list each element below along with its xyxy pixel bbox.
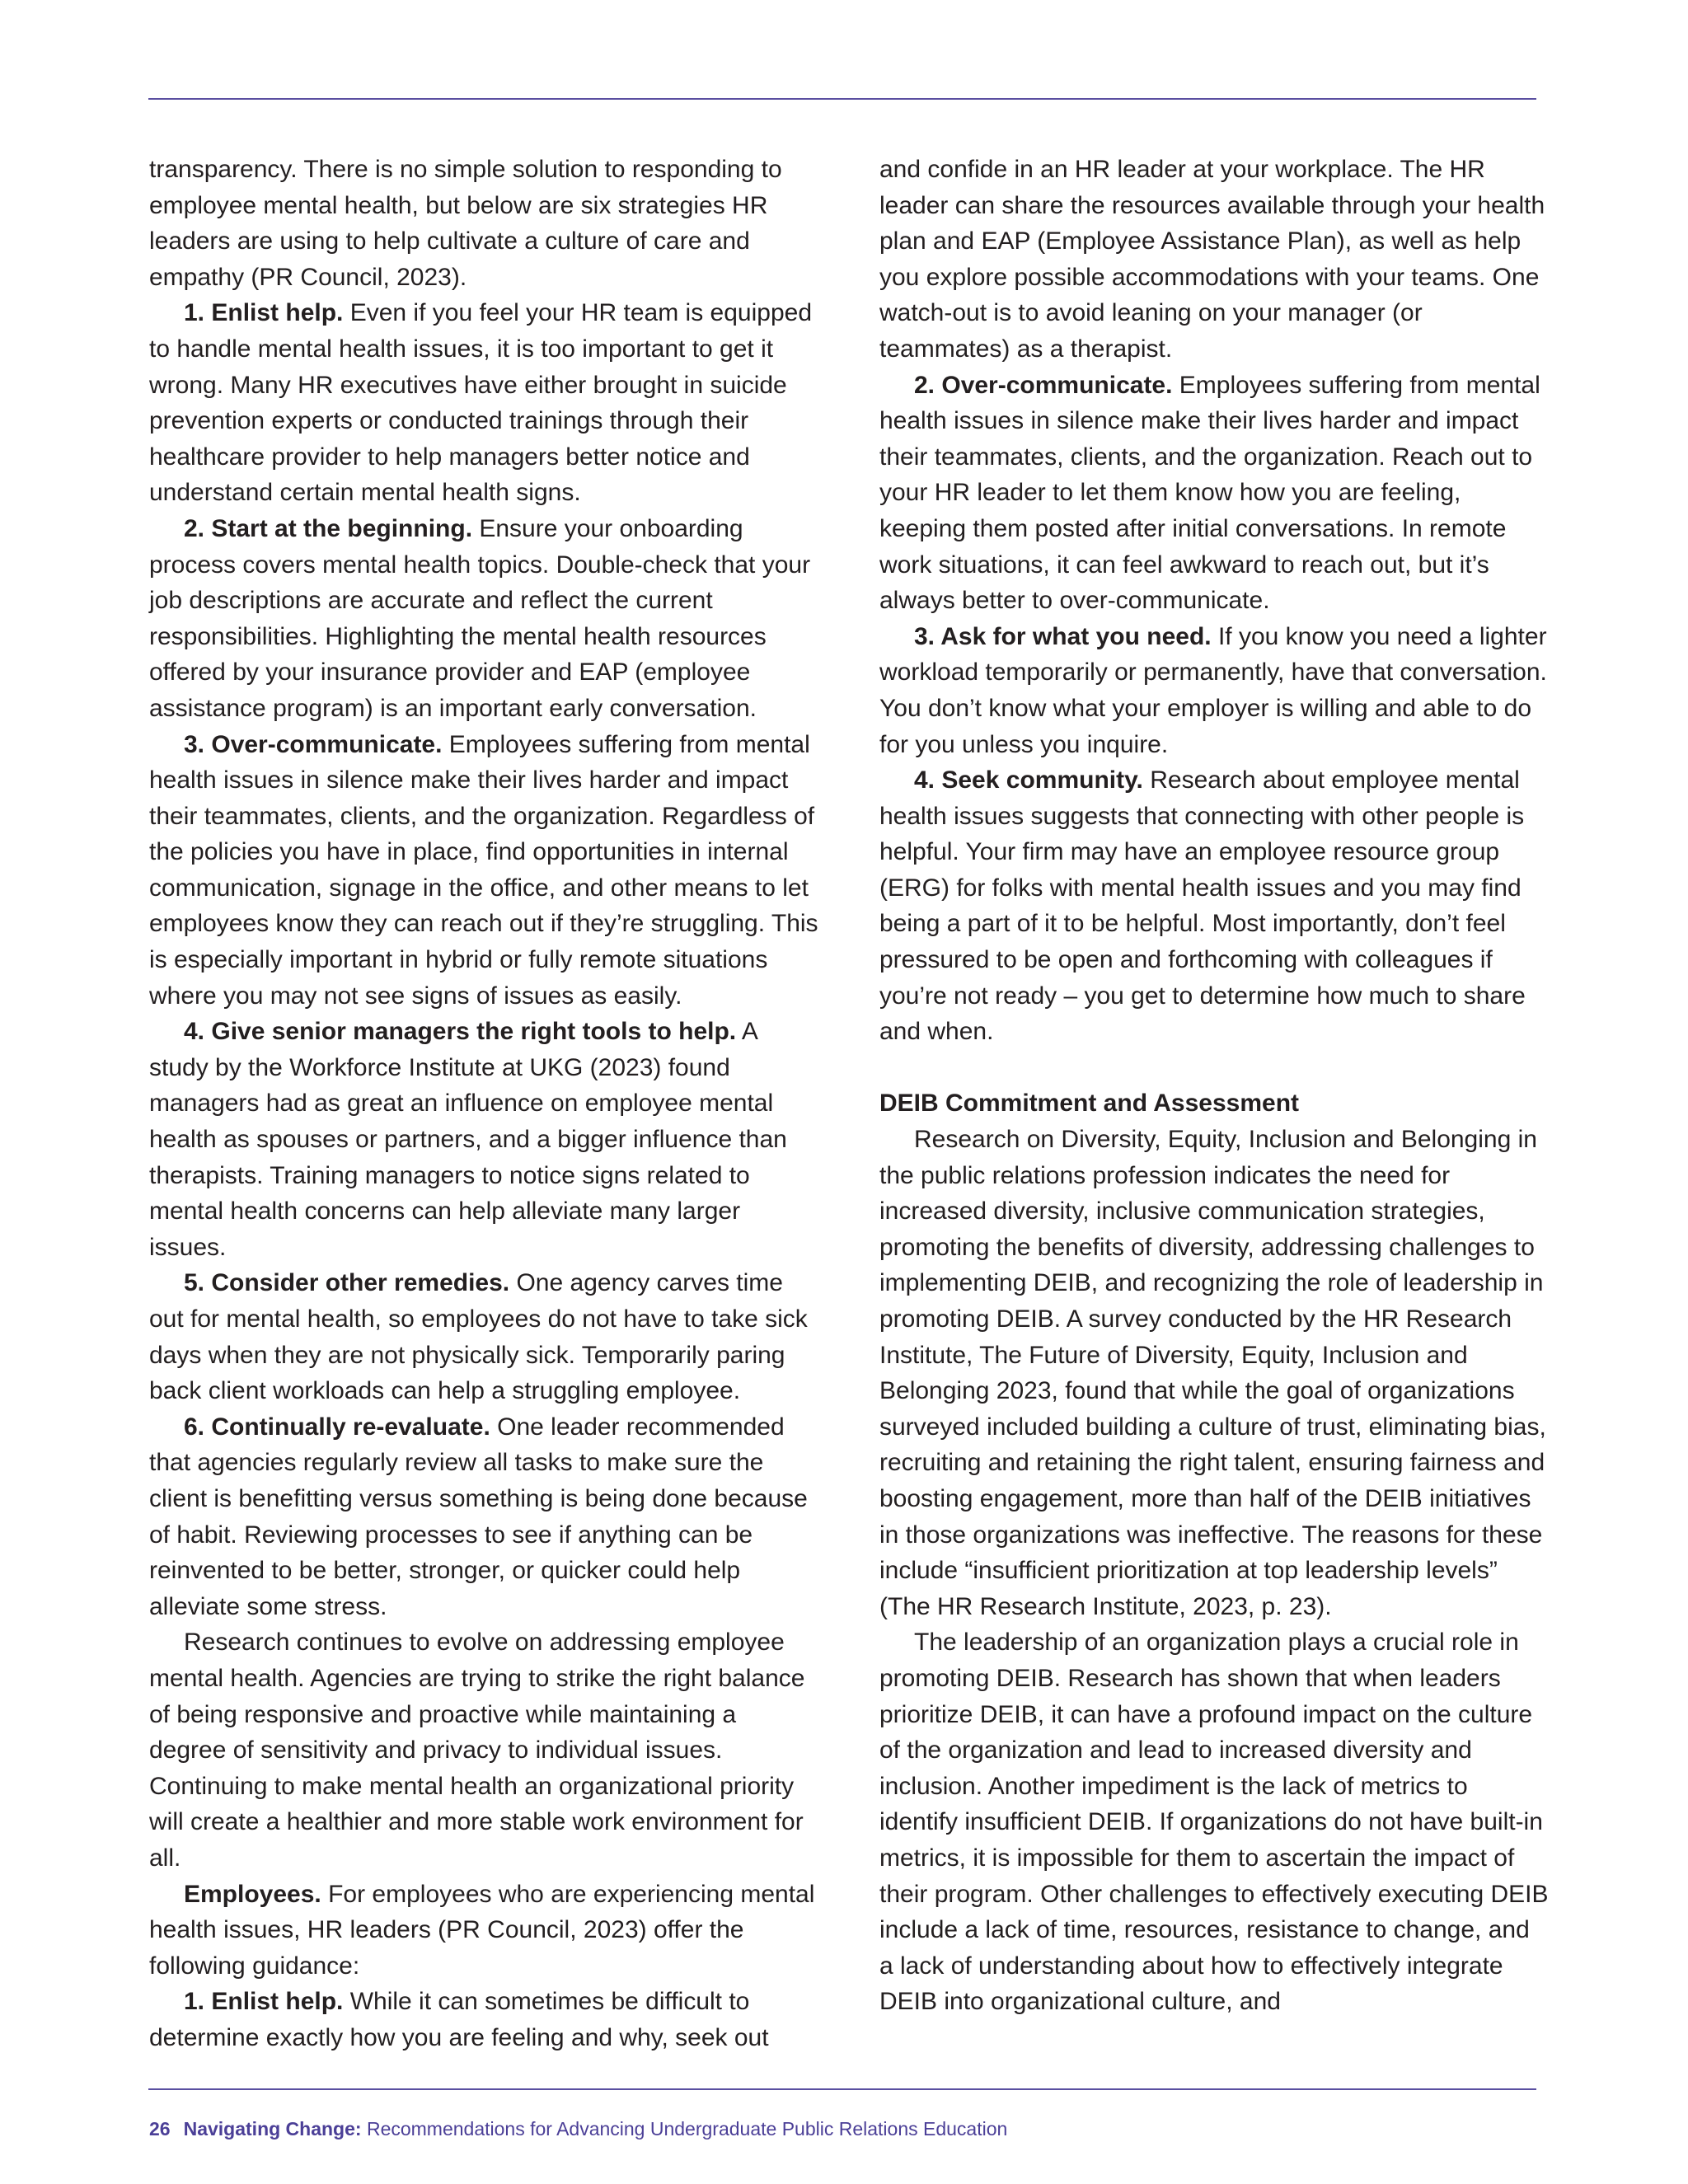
employee-tip-1-lead: 1. Enlist help. [184, 1988, 344, 2016]
research-paragraph: Research continues to evolve on addressing employee mental health. Agencies are trying to strike the right balance of being responsive and proactive while maintaining a degree of sensitivity and privacy to individual issues. Continuing to make mental health an organizational priority will create a healthier and more stable work environment for all. [149, 1629, 805, 1872]
section-heading: DEIB Commitment and Assessment [879, 1090, 1300, 1118]
employee-tip-3-lead: 3. Ask for what you need. [914, 622, 1212, 650]
strategy-6 [149, 1409, 818, 1625]
strategy-5-lead: 5. Consider other remedies. [184, 1269, 510, 1297]
footer-rule [148, 2088, 1536, 2090]
strategy-6-lead: 6. Continually re-evaluate. [184, 1413, 490, 1441]
employee-tip-4 [879, 762, 1549, 1050]
strategy-3-lead: 3. Over-communicate. [184, 730, 443, 758]
strategy-4 [149, 1014, 818, 1265]
employees-lead: Employees. [184, 1880, 321, 1908]
continuation-paragraph: and confide in an HR leader at your workplace. The HR leader can share the resources available through your health plan and EAP (Employee Assistance Plan), as well as help you explore possible accommodations with your teams. One watch-out is to avoid leaning on your manager (or teammates) as a therapist. [879, 156, 1545, 363]
employee-tip-3 [879, 619, 1549, 762]
strategy-1-lead: 1. Enlist help. [184, 299, 344, 327]
strategy-3 [149, 727, 818, 1015]
strategy-3-text: Employees suffering from mental health issues in silence make their lives harder and impact their teammates, clients, and the organization. Regardless of the policies you have in place, find opportunities in internal communication, signage in the office, and other means to let employees know they can reach out if they’re struggling. This is especially important in hybrid or fully remote situations where you may not see signs of issues as easily. [149, 730, 818, 1010]
strategy-5 [149, 1265, 818, 1408]
employee-tip-2-text: Employees suffering from mental health issues in silence make their lives harder and impact their teammates, clients, and the organization. Reach out to your HR leader to let them know how you are feeling, keeping them posted after initial conversations. In remote work situations, it can feel awkward to reach out, but it’s always better to over-communicate. [879, 371, 1540, 615]
employees-text: For employees who are experiencing mental health issues, HR leaders (PR Council, 2023) offer the following guidance: [149, 1880, 815, 1980]
employees-paragraph [149, 1877, 818, 1985]
page-number: 26 [149, 2118, 171, 2139]
strategy-1-text: Even if you feel your HR team is equipped to handle mental health issues, it is too important to get it wrong. Many HR executives have either brought in suicide prevention experts or conducted trainings through their healthcare provider to help managers better notice and understand certain mental health signs. [149, 299, 813, 507]
employee-tip-2 [879, 368, 1549, 619]
header-rule [148, 98, 1536, 100]
publication-title: Navigating Change: [183, 2118, 362, 2139]
employee-tip-1 [149, 1984, 818, 2055]
strategy-5-text: One agency carves time out for mental health, so employees do not have to take sick days when they are not physically sick. Temporarily paring back client workloads can help a struggling employee. [149, 1269, 808, 1405]
deib-paragraph-1: Research on Diversity, Equity, Inclusion and Belonging in the public relations profession indicates the need for increased diversity, inclusive communication strategies, promoting the benefits of diversity, addressing challenges to implementing DEIB, and recognizing the role of leadership in promoting DEIB. A survey conducted by the HR Research Institute, The Future of Diversity, Equity, Inclusion and Belonging 2023, found that while the goal of organizations surveyed included building a culture of trust, eliminating bias, recruiting and retaining the right talent, ensuring fairness and boosting engagement, more than half of the DEIB initiatives in those organizations was ineffective. The reasons for these include “insufficient prioritization at top leadership levels” (The HR Research Institute, 2023, p. 23). [879, 1126, 1546, 1620]
publication-subtitle: Recommendations for Advancing Undergraduate Public Relations Education [361, 2118, 1008, 2139]
page-footer [149, 2116, 1007, 2141]
employee-tip-4-text: Research about employee mental health issues suggests that connecting with other people is helpful. Your firm may have an employee resource group (ERG) for folks with mental health issues and you may find being a part of it to be helpful. Most importantly, don’t feel pressured to be open and forthcoming with colleagues if you’re not ready – you get to determine how much to share and when. [879, 766, 1526, 1046]
section-gap [879, 1050, 1549, 1086]
employee-tip-4-lead: 4. Seek community. [914, 766, 1143, 794]
employee-tip-2-lead: 2. Over-communicate. [914, 371, 1173, 399]
intro-paragraph: transparency. There is no simple solution to responding to employee mental health, but below are six strategies HR leaders are using to help cultivate a culture of care and empathy (PR Council, 2023). [149, 156, 782, 291]
strategy-4-text: A study by the Workforce Institute at UKG (2023) found managers had as great an influence on employee mental health as spouses or partners, and a bigger influence than therapists. Training managers to notice signs related to mental health concerns can help alleviate many larger issues. [149, 1018, 787, 1261]
strategy-2-text: Ensure your onboarding process covers mental health topics. Double-check that your job descriptions are accurate and reflect the current responsibilities. Highlighting the mental health resources offered by your insurance provider and EAP (employee assistance program) is an important early conversation. [149, 514, 811, 722]
strategy-2-lead: 2. Start at the beginning. [184, 514, 473, 542]
right-column [879, 152, 1549, 2020]
employee-tip-1-text: While it can sometimes be difficult to determine exactly how you are feeling and why, seek out [149, 1988, 769, 2051]
strategy-2 [149, 511, 818, 727]
left-column [149, 152, 818, 2055]
strategy-6-text: One leader recommended that agencies regularly review all tasks to make sure the client is benefitting versus something is being done because of habit. Reviewing processes to see if anything can be reinvented to be better, stronger, or quicker could help alleviate some stress. [149, 1413, 808, 1620]
employee-tip-3-text: If you know you need a lighter workload temporarily or permanently, have that conversation. You don’t know what your employer is willing and able to do for you unless you inquire. [879, 622, 1547, 758]
strategy-4-lead: 4. Give senior managers the right tools to help. [184, 1018, 737, 1046]
deib-paragraph-2: The leadership of an organization plays a crucial role in promoting DEIB. Research has shown that when leaders prioritize DEIB, it can have a profound impact on the culture of the organization and lead to increased diversity and inclusion. Another impediment is the lack of metrics to identify insufficient DEIB. If organizations do not have built-in metrics, it is impossible for them to ascertain the impact of their program. Other challenges to effectively executing DEIB include a lack of time, resources, resistance to change, and a lack of understanding about how to effectively integrate DEIB into organizational culture, and [879, 1629, 1549, 2016]
strategy-1 [149, 295, 818, 511]
